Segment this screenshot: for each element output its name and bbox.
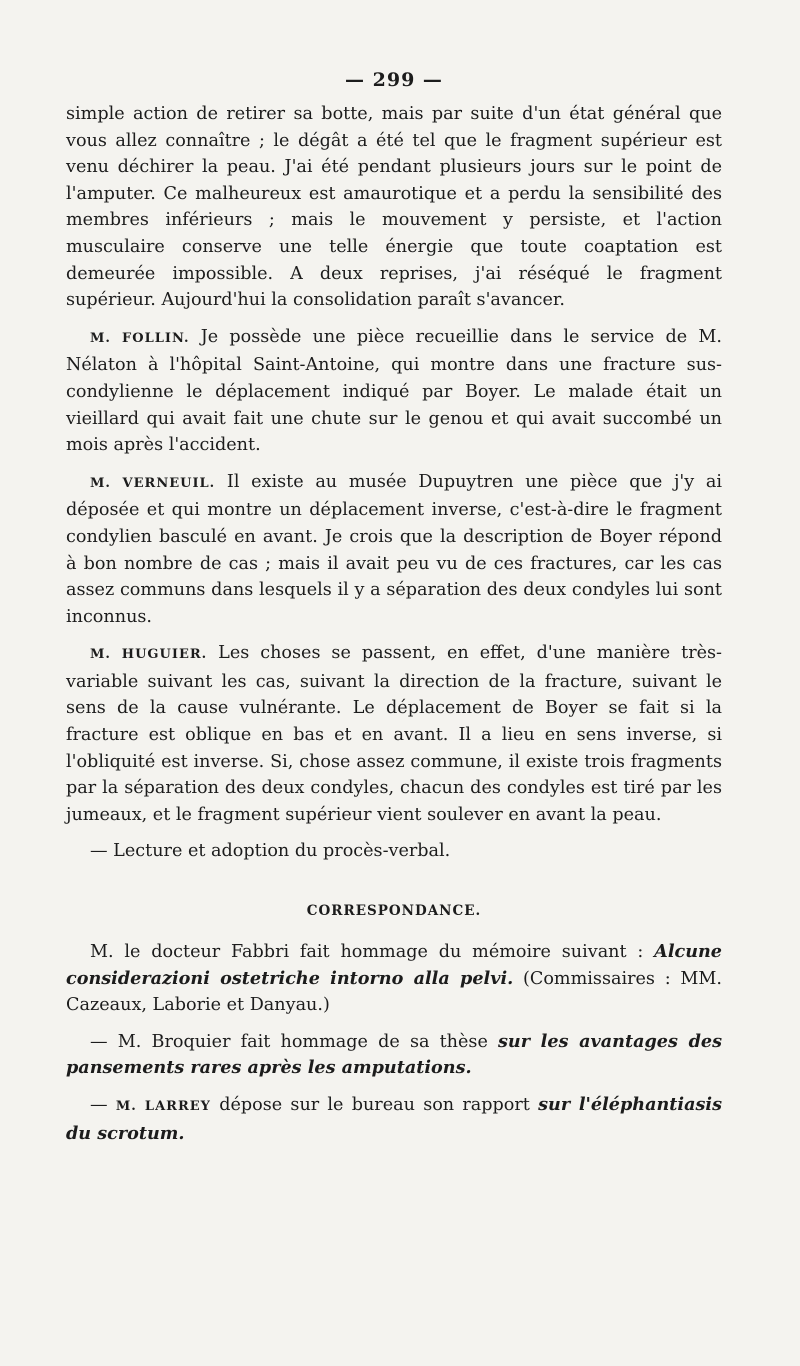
paragraph-continuation: simple action de retirer sa botte, mais par suite d'un état général que vous allez connaître ; le dégât a été tel que le fragment supérieur est venu déchirer la peau. J'ai été pendant plusieurs jours sur le point de l'amputer. Ce malheureux est amaurotique et a perdu la sensibilité des membres inférieurs ; mais le mouvement y persiste, et l'action musculaire conserve une telle énergie que toute coaptation est demeurée impossible. A deux reprises, j'ai réséqué le fragment supérieur. Aujourd'hui la consolidation paraît s'avancer. (66, 104, 722, 311)
section-heading: CORRESPONDANCE. (306, 903, 482, 920)
paragraph-text: dépose sur le bureau son rapport (210, 1095, 539, 1115)
paragraph-proces-verbal: — Lecture et adoption du procès-verbal. (90, 841, 451, 862)
italic-title: sur les avantages des pansements rares après les amputations. (66, 1030, 722, 1079)
page-number: — 299 — (345, 69, 443, 91)
speaker-name: M. HUGUIER. (90, 647, 208, 663)
paragraph-text: M. le docteur Fabbri fait hommage du mémoire suivant : (90, 942, 655, 963)
correspondance-broquier (66, 1029, 722, 1082)
italic-title: Alcune considerazioni ostetriche intorno alla pelvi. (66, 941, 722, 989)
paragraph-follin (66, 324, 722, 459)
paragraph-text: Il existe au musée Dupuytren une pièce que j'y ai déposée et qui montre un déplacement inverse, c'est-à-dire le fragment condylien basculé en avant. Je crois que la description de Boyer répond à bon nombre de cas ; mais il avait peu vu de ces fractures, car les cas assez communs dans lesquels il y a séparation des deux condyles lui sont inconnus. (66, 471, 722, 627)
speaker-name: M. FOLLIN. (90, 330, 190, 346)
paragraph-text: — M. Broquier fait hommage de sa thèse (90, 1031, 499, 1052)
correspondance-larrey (66, 1092, 722, 1147)
correspondance-fabbri (66, 939, 722, 1019)
paragraph-text: Je possède une pièce recueillie dans le service de M. Nélaton à l'hôpital Saint-Antoine, qui montre dans une fracture sus-condylienne le déplacement indiqué par Boyer. Le malade était un vieillard qui avait fait une chute sur le genou et qui avait succombé un mois après l'accident. (66, 326, 723, 456)
paragraph-verneuil (66, 469, 722, 631)
paragraph-huguier (66, 640, 722, 828)
speaker-name: M. VERNEUIL. (90, 475, 216, 491)
paragraph-text: (Commissaires : MM. Cazeaux, Laborie et Danyau.) (66, 968, 722, 1016)
paragraph-text: Les choses se passent, en effet, d'une manière très-variable suivant les cas, suivant la direction de la fracture, suivant le sens de la cause vulnérante. Le déplacement de Boyer se fait si la fracture est oblique en bas et en avant. Il a lieu en sens inverse, si l'obliquité est inverse. Si, chose assez commune, il existe trois fragments par la séparation des deux condyles, chacun des condyles est tiré par les jumeaux, et le fragment supérieur vient soulever en avant la peau. (66, 643, 722, 825)
italic-title: sur l'éléphantiasis du scrotum. (66, 1094, 722, 1144)
speaker-name: M. LARREY (115, 1099, 211, 1114)
paragraph-text: — (90, 1095, 116, 1115)
